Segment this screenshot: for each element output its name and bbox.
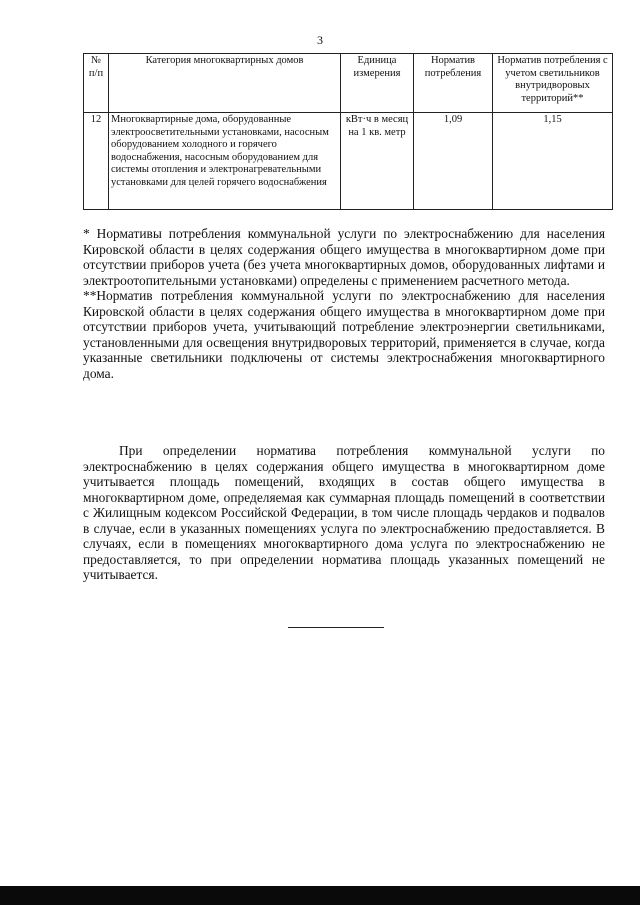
header-norm: Норматив потребления: [414, 54, 493, 113]
page-number: 3: [317, 33, 323, 47]
row-category: Многоквартирные дома, оборудованные электроосветительными установками, насосным оборудованием холодного и горячего водоснабжения, насосным оборудованием для системы отопления и электронагревательными установками для целей горячего водоснабжения: [109, 113, 341, 210]
row-num: 12: [84, 113, 109, 210]
header-norm-lights: Норматив потребления с учетом светильников внутридворовых территорий**: [493, 54, 613, 113]
norms-table: [83, 53, 613, 210]
table-row: [84, 113, 613, 210]
header-category: Категория многоквартирных домов: [109, 54, 341, 113]
table-header-row: [84, 54, 613, 113]
main-paragraph: При определении норматива потребления коммунальной услуги по электроснабжению в целях содержания общего имущества в многоквартирном доме учитывается площадь помещений, входящих в состав общего имущества в многоквартирном доме, определяемая как суммарная площадь помещений в соответствии с Жилищным кодексом Российской Федерации, в том числе площадь чердаков и подвалов в случае, если в указанных помещениях услуга по электроснабжению предоставляется. В случаях, если в помещениях многоквартирного дома услуга по электроснабжению не предоставляется, то при определении норматива площадь указанных помещений не учитывается.: [83, 443, 605, 582]
footnotes: [83, 226, 605, 381]
scan-edge-bar: [0, 886, 640, 905]
footnote-1: * Нормативы потребления коммунальной услуги по электроснабжению для населения Кировской области в целях содержания общего имущества в многоквартирном доме при отсутствии приборов учета (без учета многоквартирных домов, оборудованных лифтами и электроотопительными установками) определены с применением расчетного метода.: [83, 226, 605, 288]
row-norm-lights: 1,15: [493, 113, 613, 210]
header-unit: Единица измерения: [341, 54, 414, 113]
row-unit: кВт·ч в месяц на 1 кв. метр: [341, 113, 414, 210]
end-divider: [288, 627, 384, 628]
footnote-2: **Норматив потребления коммунальной услуги по электроснабжению для населения Кировской области в целях содержания общего имущества в многоквартирном доме при отсутствии приборов учета, учитывающий потребление электроэнергии светильниками, установленными для освещения внутридворовых территорий, применяется в случае, когда указанные светильники подключены от системы электроснабжения многоквартирного дома.: [83, 288, 605, 381]
header-num: № п/п: [84, 54, 109, 113]
row-norm: 1,09: [414, 113, 493, 210]
